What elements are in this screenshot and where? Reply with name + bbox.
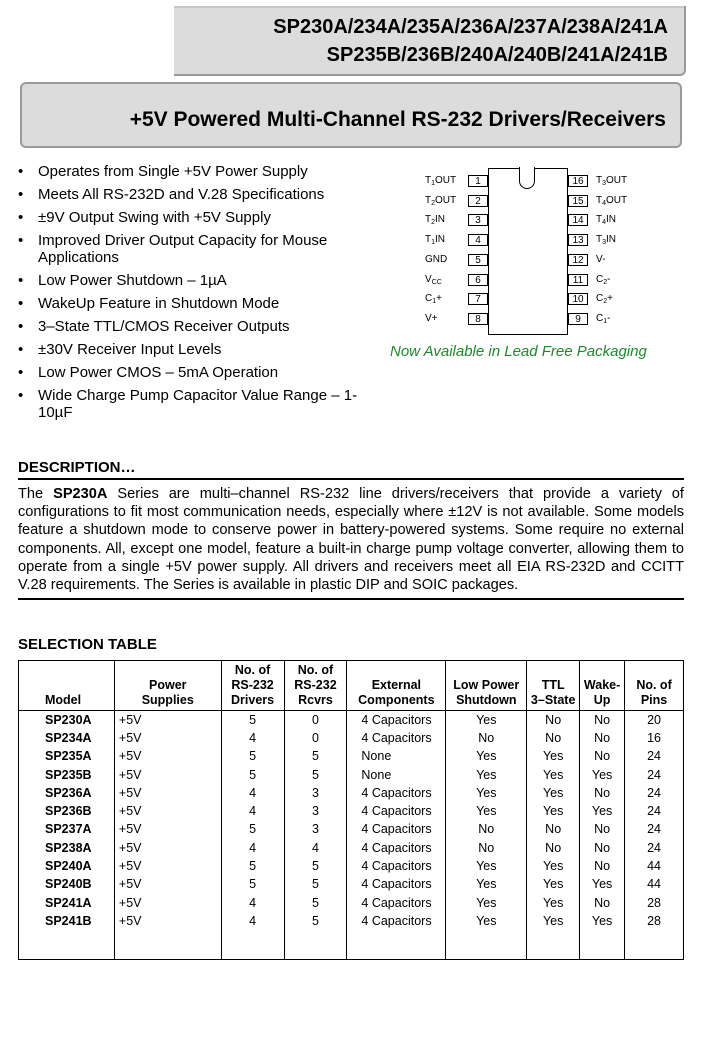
pin-number: 10 xyxy=(568,293,588,305)
table-cell: +5V xyxy=(114,748,221,766)
pin-label-sub: 2 xyxy=(431,219,436,227)
table-cell: SP235B xyxy=(19,766,115,784)
pin-label-main: T xyxy=(425,175,432,186)
table-cell: 3 xyxy=(284,784,347,802)
column-header: External Components xyxy=(347,661,446,711)
table-cell: Yes xyxy=(446,766,527,784)
description-top-rule xyxy=(18,478,684,480)
pin-label-main: T xyxy=(596,214,603,226)
pin-label-main: V+ xyxy=(425,312,438,324)
table-cell: None xyxy=(347,766,446,784)
table-cell: SP230A xyxy=(19,711,115,730)
pin-label xyxy=(596,313,610,328)
table-cell: None xyxy=(347,748,446,766)
pin-number: 12 xyxy=(568,254,588,266)
bullet-icon: • xyxy=(18,295,24,312)
pin-label-suffix: - xyxy=(607,273,611,285)
table-cell-empty xyxy=(527,931,580,960)
table-cell: Yes xyxy=(527,802,580,820)
feature-item xyxy=(18,295,358,312)
table-cell: 5 xyxy=(284,912,347,930)
pin-number: 11 xyxy=(568,274,588,286)
table-header-row xyxy=(19,661,684,711)
table-cell-empty xyxy=(446,931,527,960)
table-cell: Yes xyxy=(446,711,527,730)
bullet-icon: • xyxy=(18,163,24,180)
part-numbers-line-2: SP235B/236B/240A/240B/241A/241B xyxy=(326,44,668,66)
table-cell: +5V xyxy=(114,839,221,857)
chip-body xyxy=(488,168,568,335)
pin-label-sub: 2 xyxy=(603,278,608,286)
column-header: No. of RS-232 Rcvrs xyxy=(284,661,347,711)
table-cell: 28 xyxy=(625,894,684,912)
pin-label-sub: CC xyxy=(431,278,442,286)
table-row xyxy=(19,894,684,912)
part-number-banner xyxy=(174,6,686,76)
document-title: +5V Powered Multi-Channel RS-232 Drivers/Receivers xyxy=(129,108,666,131)
feature-text: WakeUp Feature in Shutdown Mode xyxy=(38,295,280,312)
column-header: No. of RS-232 Drivers xyxy=(221,661,284,711)
table-row xyxy=(19,729,684,747)
table-cell: +5V xyxy=(114,802,221,820)
pin-number: 7 xyxy=(468,293,488,305)
table-cell: 4 xyxy=(221,839,284,857)
bullet-icon: • xyxy=(18,209,24,226)
pin-label-suffix: OUT xyxy=(435,194,457,206)
table-cell-empty xyxy=(347,931,446,960)
table-cell: 5 xyxy=(284,766,347,784)
table-row xyxy=(19,839,684,857)
table-cell: 4 Capacitors xyxy=(347,912,446,930)
pin-label-main: T xyxy=(596,194,603,206)
pin-label-sub: 1 xyxy=(603,317,608,325)
feature-text: Operates from Single +5V Power Supply xyxy=(38,163,308,180)
pin-label xyxy=(596,254,605,269)
description-body: Series are multi–channel RS-232 line drivers/receivers that provide a variety of configurations to fit most communication needs, especially where ±12V is not available. Some models feature a shutdown mode to conserve power in battery-powered systems. Some require no external components. All, except one model, feature a built-in charge pump voltage converter, allowing them to operate from a single +5V power supply. All drivers and receivers meet all EIA RS-232D and CCITT V.28 requirements. The Series is available in plastic DIP and SOIC packages. xyxy=(18,486,684,594)
table-cell: 4 xyxy=(221,912,284,930)
table-cell: SP238A xyxy=(19,839,115,857)
pin-number: 13 xyxy=(568,234,588,246)
table-cell: 4 Capacitors xyxy=(347,857,446,875)
table-row xyxy=(19,912,684,930)
pin-label-suffix: + xyxy=(607,293,613,305)
pin-label-main: T xyxy=(425,234,432,246)
table-cell: 0 xyxy=(284,729,347,747)
table-cell: 5 xyxy=(284,894,347,912)
column-header: Model xyxy=(19,661,115,711)
table-cell: +5V xyxy=(114,784,221,802)
pin-label-main: T xyxy=(596,175,603,186)
pin-label xyxy=(596,274,610,289)
table-cell: Yes xyxy=(527,748,580,766)
table-cell: +5V xyxy=(114,912,221,930)
table-cell: No xyxy=(580,729,625,747)
lead-free-notice: Now Available in Lead Free Packaging xyxy=(390,343,647,360)
pin-number: 9 xyxy=(568,313,588,325)
pin-label-sub: 2 xyxy=(431,199,436,207)
table-cell: +5V xyxy=(114,821,221,839)
table-cell: SP234A xyxy=(19,729,115,747)
pin-label xyxy=(425,313,438,328)
table-cell: 24 xyxy=(625,766,684,784)
feature-item xyxy=(18,163,358,180)
pin-number: 14 xyxy=(568,214,588,226)
table-cell: +5V xyxy=(114,766,221,784)
pin-label xyxy=(425,175,456,190)
table-cell: Yes xyxy=(527,784,580,802)
table-cell: 4 xyxy=(221,894,284,912)
feature-item xyxy=(18,186,358,203)
feature-text: ±9V Output Swing with +5V Supply xyxy=(38,209,271,226)
table-cell: +5V xyxy=(114,857,221,875)
table-cell: Yes xyxy=(580,876,625,894)
pin-label-sub: 2 xyxy=(603,298,608,306)
pin-label-suffix: IN xyxy=(435,234,446,246)
feature-item xyxy=(18,232,358,266)
table-cell: No xyxy=(580,857,625,875)
selection-table xyxy=(18,660,684,960)
column-header: Power Supplies xyxy=(114,661,221,711)
selection-table-heading: SELECTION TABLE xyxy=(18,636,157,653)
bullet-icon: • xyxy=(18,341,24,358)
description-lead-word: The xyxy=(18,486,44,502)
pin-label-sub: 3 xyxy=(602,180,607,187)
pin-label-main: C xyxy=(425,293,433,305)
pin-label-main: C xyxy=(596,312,604,324)
table-cell: 24 xyxy=(625,839,684,857)
table-cell-empty xyxy=(284,931,347,960)
table-cell: No xyxy=(446,821,527,839)
table-row xyxy=(19,821,684,839)
table-cell: No xyxy=(527,729,580,747)
pin-number: 5 xyxy=(468,254,488,266)
table-cell: No xyxy=(580,894,625,912)
pin-label-main: T xyxy=(425,194,432,206)
table-cell: SP237A xyxy=(19,821,115,839)
pin-label xyxy=(596,293,613,308)
pin-label-sub: 4 xyxy=(602,199,607,207)
pin-number: 3 xyxy=(468,214,488,226)
table-cell: 5 xyxy=(221,857,284,875)
table-cell: SP240B xyxy=(19,876,115,894)
table-cell: 4 xyxy=(221,729,284,747)
table-cell: No xyxy=(580,821,625,839)
table-cell-empty xyxy=(580,931,625,960)
table-cell: 4 Capacitors xyxy=(347,876,446,894)
table-cell: 4 Capacitors xyxy=(347,784,446,802)
feature-text: Low Power CMOS – 5mA Operation xyxy=(38,364,279,381)
feature-text: Meets All RS-232D and V.28 Specifications xyxy=(38,186,325,203)
feature-list xyxy=(18,163,358,427)
table-cell: Yes xyxy=(446,802,527,820)
pin-label-main: C xyxy=(596,293,604,305)
feature-item xyxy=(18,272,358,289)
pin-number: 2 xyxy=(468,195,488,207)
bullet-icon: • xyxy=(18,272,24,289)
table-cell: No xyxy=(580,711,625,730)
column-header: Low Power Shutdown xyxy=(446,661,527,711)
table-cell: 4 Capacitors xyxy=(347,711,446,730)
table-cell: +5V xyxy=(114,729,221,747)
table-cell: +5V xyxy=(114,876,221,894)
part-numbers-line-1: SP230A/234A/235A/236A/237A/238A/241A xyxy=(273,16,668,38)
table-cell-empty xyxy=(625,931,684,960)
table-cell: No xyxy=(446,729,527,747)
pin-label-main: T xyxy=(596,234,603,246)
feature-text: 3–State TTL/CMOS Receiver Outputs xyxy=(38,318,290,335)
feature-text: ±30V Receiver Input Levels xyxy=(38,341,222,358)
table-cell: Yes xyxy=(446,784,527,802)
table-cell: 5 xyxy=(221,711,284,730)
table-cell: 4 Capacitors xyxy=(347,839,446,857)
table-cell: 5 xyxy=(284,857,347,875)
table-row xyxy=(19,876,684,894)
table-cell: Yes xyxy=(580,912,625,930)
pin-number: 4 xyxy=(468,234,488,246)
feature-item xyxy=(18,387,358,421)
table-cell: 5 xyxy=(221,821,284,839)
table-cell: 5 xyxy=(221,748,284,766)
table-cell: SP236A xyxy=(19,784,115,802)
pin-label xyxy=(425,234,445,249)
table-cell: 0 xyxy=(284,711,347,730)
pin-label-main: C xyxy=(596,273,604,285)
table-cell: Yes xyxy=(527,766,580,784)
table-cell-empty xyxy=(19,931,115,960)
description-model: SP230A xyxy=(53,486,108,502)
pin-label-suffix: OUT xyxy=(606,194,628,206)
bullet-icon: • xyxy=(18,387,24,404)
table-cell: 44 xyxy=(625,876,684,894)
table-cell: Yes xyxy=(446,912,527,930)
table-cell: 24 xyxy=(625,748,684,766)
bullet-icon: • xyxy=(18,186,24,203)
pin-label-suffix: - xyxy=(607,312,611,324)
table-cell: No xyxy=(446,839,527,857)
pin-label-main: GND xyxy=(425,253,448,265)
feature-item xyxy=(18,318,358,335)
table-cell: Yes xyxy=(446,894,527,912)
table-cell: Yes xyxy=(527,876,580,894)
table-cell: SP241B xyxy=(19,912,115,930)
table-cell: Yes xyxy=(446,876,527,894)
pin-label xyxy=(425,195,456,210)
pin-label xyxy=(596,175,627,190)
description-text xyxy=(18,485,684,594)
table-row xyxy=(19,857,684,875)
pin-label-suffix: IN xyxy=(606,234,617,246)
table-cell: 4 Capacitors xyxy=(347,821,446,839)
pin-label xyxy=(596,234,616,249)
pin-number: 1 xyxy=(468,175,488,187)
pin-label xyxy=(425,214,445,229)
table-cell: No xyxy=(580,839,625,857)
table-cell: No xyxy=(527,711,580,730)
pin-label-suffix: IN xyxy=(606,214,617,226)
pin-number: 16 xyxy=(568,175,588,187)
pin-label-sub: 3 xyxy=(602,239,607,247)
bullet-icon: • xyxy=(18,232,24,249)
pin-number: 6 xyxy=(468,274,488,286)
pin-label xyxy=(596,214,616,229)
table-row xyxy=(19,711,684,730)
title-banner xyxy=(20,82,682,148)
table-cell: Yes xyxy=(580,766,625,784)
table-cell-empty xyxy=(221,931,284,960)
table-cell: 28 xyxy=(625,912,684,930)
table-cell: 24 xyxy=(625,821,684,839)
table-cell: 16 xyxy=(625,729,684,747)
feature-item xyxy=(18,209,358,226)
pin-label xyxy=(425,274,442,289)
pin-label-suffix: + xyxy=(436,293,442,305)
table-cell: 24 xyxy=(625,784,684,802)
table-cell: 24 xyxy=(625,802,684,820)
pin-label-sub: 1 xyxy=(432,298,437,306)
bullet-icon: • xyxy=(18,318,24,335)
table-cell: 5 xyxy=(221,766,284,784)
table-cell: SP236B xyxy=(19,802,115,820)
banner-top-edge xyxy=(174,6,684,8)
table-cell: 20 xyxy=(625,711,684,730)
table-cell: 5 xyxy=(284,748,347,766)
table-cell: 4 xyxy=(221,802,284,820)
pin-label-suffix: OUT xyxy=(606,175,628,186)
pin-label-suffix: OUT xyxy=(435,175,457,186)
table-cell: Yes xyxy=(527,912,580,930)
table-row xyxy=(19,748,684,766)
table-cell: No xyxy=(527,821,580,839)
table-cell: 4 Capacitors xyxy=(347,729,446,747)
table-cell: 5 xyxy=(221,876,284,894)
column-header: Wake- Up xyxy=(580,661,625,711)
table-cell: 4 xyxy=(284,839,347,857)
table-cell: 3 xyxy=(284,821,347,839)
table-spacer-row xyxy=(19,931,684,960)
table-cell: SP240A xyxy=(19,857,115,875)
pin-label-main: V- xyxy=(596,253,606,265)
table-cell: 4 Capacitors xyxy=(347,802,446,820)
table-row xyxy=(19,784,684,802)
feature-item xyxy=(18,364,358,381)
table-cell: 4 Capacitors xyxy=(347,894,446,912)
feature-item xyxy=(18,341,358,358)
table-cell: Yes xyxy=(446,857,527,875)
pin-number: 8 xyxy=(468,313,488,325)
pin-label-main: T xyxy=(425,214,432,226)
table-cell: +5V xyxy=(114,894,221,912)
feature-text: Wide Charge Pump Capacitor Value Range – 1-10µF xyxy=(38,387,358,421)
pin-label-suffix: IN xyxy=(435,214,446,226)
pin-label xyxy=(425,254,447,269)
table-cell: 3 xyxy=(284,802,347,820)
pin-label-sub: 1 xyxy=(431,180,436,187)
table-cell-empty xyxy=(114,931,221,960)
description-bottom-rule xyxy=(18,598,684,600)
table-cell: No xyxy=(580,748,625,766)
pin-label-sub: 1 xyxy=(431,239,436,247)
table-cell: Yes xyxy=(446,748,527,766)
table-cell: 44 xyxy=(625,857,684,875)
table-cell: Yes xyxy=(527,894,580,912)
table-cell: No xyxy=(580,784,625,802)
feature-text: Improved Driver Output Capacity for Mouse Applications xyxy=(38,232,328,266)
table-cell: 4 xyxy=(221,784,284,802)
table-cell: 5 xyxy=(284,876,347,894)
table-row xyxy=(19,766,684,784)
feature-text: Low Power Shutdown – 1µA xyxy=(38,272,227,289)
table-cell: +5V xyxy=(114,711,221,730)
table-cell: Yes xyxy=(527,857,580,875)
pin-label xyxy=(425,293,442,308)
pin-label xyxy=(596,195,627,210)
pin-label-main: V xyxy=(425,273,432,285)
pin-label-sub: 4 xyxy=(602,219,607,227)
table-cell: Yes xyxy=(580,802,625,820)
chip-notch xyxy=(519,167,535,189)
table-cell: No xyxy=(527,839,580,857)
table-cell: SP235A xyxy=(19,748,115,766)
pin-number: 15 xyxy=(568,195,588,207)
table-cell: SP241A xyxy=(19,894,115,912)
description-heading: DESCRIPTION… xyxy=(18,459,136,476)
column-header: TTL 3–State xyxy=(527,661,580,711)
bullet-icon: • xyxy=(18,364,24,381)
table-row xyxy=(19,802,684,820)
column-header: No. of Pins xyxy=(625,661,684,711)
